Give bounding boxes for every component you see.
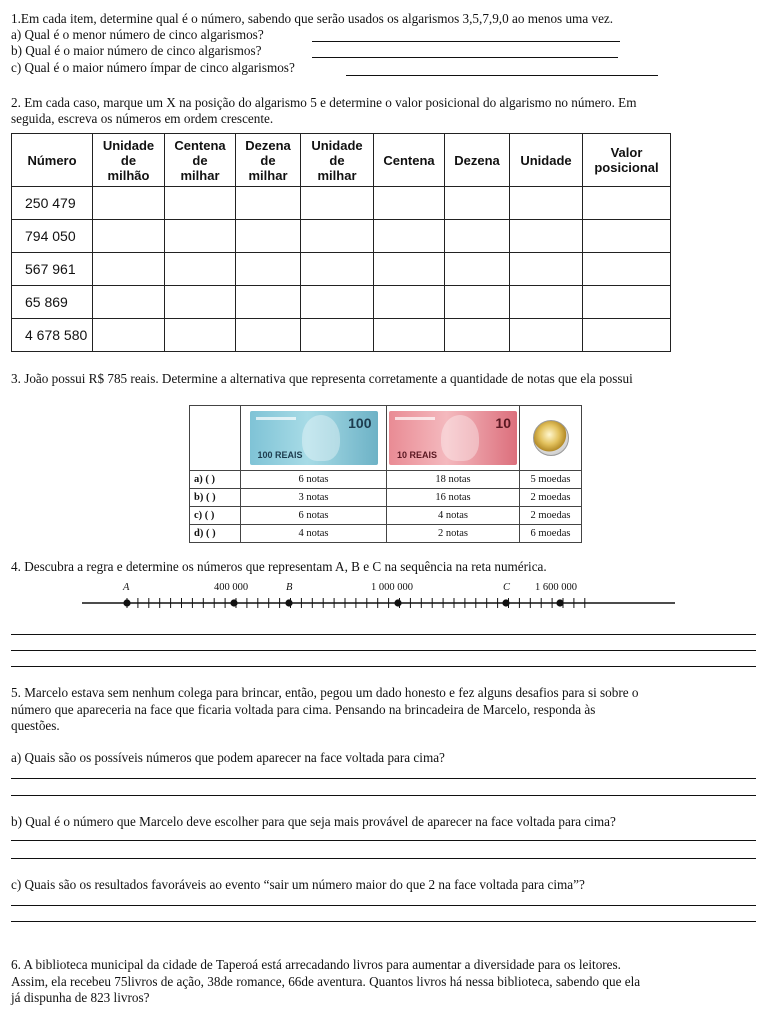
- answer-cell[interactable]: [165, 220, 236, 253]
- ten-reais-note-icon: 10 10 REAIS: [389, 411, 517, 465]
- answer-cell[interactable]: [93, 253, 165, 286]
- table-row: [12, 253, 671, 286]
- coins-count: 2 moedas: [520, 507, 582, 525]
- hundred-notes-count: 6 notas: [241, 507, 387, 525]
- answer-cell[interactable]: [236, 187, 301, 220]
- q6-line2: Assim, ela recebeu 75livros de ação, 38de romance, 66de aventura. Quantos livros há nessa biblioteca, sabendo que ela: [11, 974, 641, 989]
- q5-a-answer-line-2[interactable]: [11, 795, 756, 796]
- number-line-dot-b: [285, 599, 292, 606]
- hundred-notes-count: 3 notas: [241, 489, 387, 507]
- number-line-label-1000000: 1 000 000: [371, 582, 413, 593]
- q5-a: a) Quais são os possíveis números que podem aparecer na face voltada para cima?: [11, 750, 445, 765]
- table-row: [12, 220, 671, 253]
- q1-intro: 1.Em cada item, determine qual é o número, sabendo que serão usados os algarismos 3,5,7,9,0 ao menos uma vez.: [11, 11, 614, 26]
- ten-notes-count: 16 notas: [387, 489, 520, 507]
- number-line-label-b: B: [286, 582, 293, 593]
- q5-c: c) Quais são os resultados favoráveis ao evento “sair um número maior do que 2 na face voltada para cima”?: [11, 877, 585, 892]
- answer-cell[interactable]: [445, 253, 510, 286]
- header-unidade-de-milhao: Unidade de milhão: [93, 134, 165, 187]
- header-unidade-de-milhar: Unidade de milhar: [301, 134, 374, 187]
- answer-cell[interactable]: [583, 286, 671, 319]
- q1-c: c) Qual é o maior número ímpar de cinco algarismos?: [11, 60, 295, 75]
- q4-answer-line-1[interactable]: [11, 634, 756, 635]
- q4-answer-line-2[interactable]: [11, 650, 756, 651]
- q5-c-answer-line-1[interactable]: [11, 905, 756, 906]
- q5-c-answer-line-2[interactable]: [11, 921, 756, 922]
- q2-line2: seguida, escreva os números em ordem crescente.: [11, 111, 274, 126]
- header-centena-de-milhar: Centena de milhar: [165, 134, 236, 187]
- answer-cell[interactable]: [510, 319, 583, 352]
- hundred-notes-count: 4 notas: [241, 525, 387, 543]
- answer-cell[interactable]: [236, 286, 301, 319]
- option-row[interactable]: [190, 507, 582, 525]
- option-row[interactable]: [190, 489, 582, 507]
- q1-c-answer-line[interactable]: [346, 75, 658, 76]
- q5-line3: questões.: [11, 718, 60, 733]
- q1-a: a) Qual é o menor número de cinco algarismos?: [11, 27, 264, 42]
- header-valor-posicional: Valor posicional: [583, 134, 671, 187]
- answer-cell[interactable]: [93, 286, 165, 319]
- answer-cell[interactable]: [165, 253, 236, 286]
- q6-line1: 6. A biblioteca municipal da cidade de Taperoá está arrecadando livros para aumentar a diversidade para os leitores.: [11, 957, 621, 972]
- ten-notes-count: 4 notas: [387, 507, 520, 525]
- q5-b-answer-line-2[interactable]: [11, 858, 756, 859]
- number-cell: 567 961: [12, 253, 93, 286]
- table-header-row: [12, 134, 671, 187]
- header-dezena-de-milhar: Dezena de milhar: [236, 134, 301, 187]
- number-line-dot-a: [123, 599, 130, 606]
- place-value-table: [11, 133, 671, 352]
- answer-cell[interactable]: [583, 187, 671, 220]
- money-image-row: [190, 406, 582, 471]
- q5-line2: número que apareceria na face que ficaria voltada para cima. Pensando na brincadeira de Marcelo, responda às: [11, 702, 596, 717]
- option-label[interactable]: b) ( ): [190, 489, 241, 507]
- option-row[interactable]: [190, 471, 582, 489]
- number-line-label-400000: 400 000: [214, 582, 249, 593]
- q5-line1: 5. Marcelo estava sem nenhum colega para brincar, então, pegou um dado honesto e fez alguns desafios para si sobre o: [11, 685, 639, 700]
- q1-b: b) Qual é o maior número de cinco algarismos?: [11, 43, 262, 58]
- one-real-coin-icon: [533, 420, 569, 456]
- number-line-label-1600000: 1 600 000: [535, 582, 577, 593]
- number-cell: 794 050: [12, 220, 93, 253]
- answer-cell[interactable]: [510, 286, 583, 319]
- answer-cell[interactable]: [510, 187, 583, 220]
- option-label[interactable]: c) ( ): [190, 507, 241, 525]
- hundred-reais-note-icon: 100 100 REAIS: [250, 411, 378, 465]
- number-line-label-c: C: [503, 582, 511, 593]
- answer-cell[interactable]: [374, 253, 445, 286]
- answer-cell[interactable]: [93, 319, 165, 352]
- table-row: [12, 286, 671, 319]
- q6-line3: já dispunha de 823 livros?: [11, 990, 150, 1005]
- answer-cell[interactable]: [374, 319, 445, 352]
- number-cell: 250 479: [12, 187, 93, 220]
- answer-cell[interactable]: [93, 220, 165, 253]
- number-cell: 4 678 580: [12, 319, 93, 352]
- coins-count: 5 moedas: [520, 471, 582, 489]
- answer-cell[interactable]: [445, 286, 510, 319]
- q4-answer-line-3[interactable]: [11, 666, 756, 667]
- answer-cell[interactable]: [93, 187, 165, 220]
- option-label[interactable]: a) ( ): [190, 471, 241, 489]
- header-unidade: Unidade: [510, 134, 583, 187]
- number-line-dot-c: [502, 599, 509, 606]
- answer-cell[interactable]: [583, 220, 671, 253]
- answer-cell[interactable]: [165, 319, 236, 352]
- answer-cell[interactable]: [510, 253, 583, 286]
- answer-cell[interactable]: [374, 220, 445, 253]
- table-row: [12, 319, 671, 352]
- number-line-dot-1600000: [556, 599, 563, 606]
- answer-cell[interactable]: [583, 319, 671, 352]
- option-label[interactable]: d) ( ): [190, 525, 241, 543]
- number-line: [0, 592, 768, 614]
- q5-b-answer-line-1[interactable]: [11, 840, 756, 841]
- hundred-notes-count: 6 notas: [241, 471, 387, 489]
- answer-cell[interactable]: [445, 220, 510, 253]
- option-row[interactable]: [190, 525, 582, 543]
- answer-cell[interactable]: [165, 187, 236, 220]
- answer-cell[interactable]: [301, 220, 374, 253]
- answer-cell[interactable]: [236, 319, 301, 352]
- ten-notes-count: 18 notas: [387, 471, 520, 489]
- answer-cell[interactable]: [374, 286, 445, 319]
- q3-text: 3. João possui R$ 785 reais. Determine a alternativa que representa corretamente a quantidade de notas que ela possui: [11, 371, 633, 386]
- answer-cell[interactable]: [301, 286, 374, 319]
- answer-cell[interactable]: [301, 319, 374, 352]
- answer-cell[interactable]: [445, 319, 510, 352]
- number-line-dot-400000: [230, 599, 237, 606]
- header-centena: Centena: [374, 134, 445, 187]
- header-dezena: Dezena: [445, 134, 510, 187]
- number-line-label-a: A: [123, 582, 130, 593]
- answer-cell[interactable]: [510, 220, 583, 253]
- coins-count: 6 moedas: [520, 525, 582, 543]
- coins-count: 2 moedas: [520, 489, 582, 507]
- answer-cell[interactable]: [583, 253, 671, 286]
- answer-cell[interactable]: [374, 187, 445, 220]
- answer-cell[interactable]: [301, 187, 374, 220]
- answer-cell[interactable]: [236, 253, 301, 286]
- ten-notes-count: 2 notas: [387, 525, 520, 543]
- q4-text: 4. Descubra a regra e determine os números que representam A, B e C na sequência na reta numérica.: [11, 559, 547, 574]
- answer-cell[interactable]: [301, 253, 374, 286]
- q2-line1: 2. Em cada caso, marque um X na posição do algarismo 5 e determine o valor posicional do algarismo no número. Em: [11, 95, 637, 110]
- number-cell: 65 869: [12, 286, 93, 319]
- table-row: [12, 187, 671, 220]
- answer-cell[interactable]: [445, 187, 510, 220]
- q1-b-answer-line[interactable]: [312, 57, 618, 58]
- money-options-table: [189, 405, 582, 543]
- answer-cell[interactable]: [165, 286, 236, 319]
- header-numero: Número: [12, 134, 93, 187]
- q5-a-answer-line-1[interactable]: [11, 778, 756, 779]
- answer-cell[interactable]: [236, 220, 301, 253]
- q1-a-answer-line[interactable]: [312, 41, 620, 42]
- q5-b: b) Qual é o número que Marcelo deve escolher para que seja mais provável de aparecer na face voltada para cima?: [11, 814, 616, 829]
- number-line-dot-1000000: [394, 599, 401, 606]
